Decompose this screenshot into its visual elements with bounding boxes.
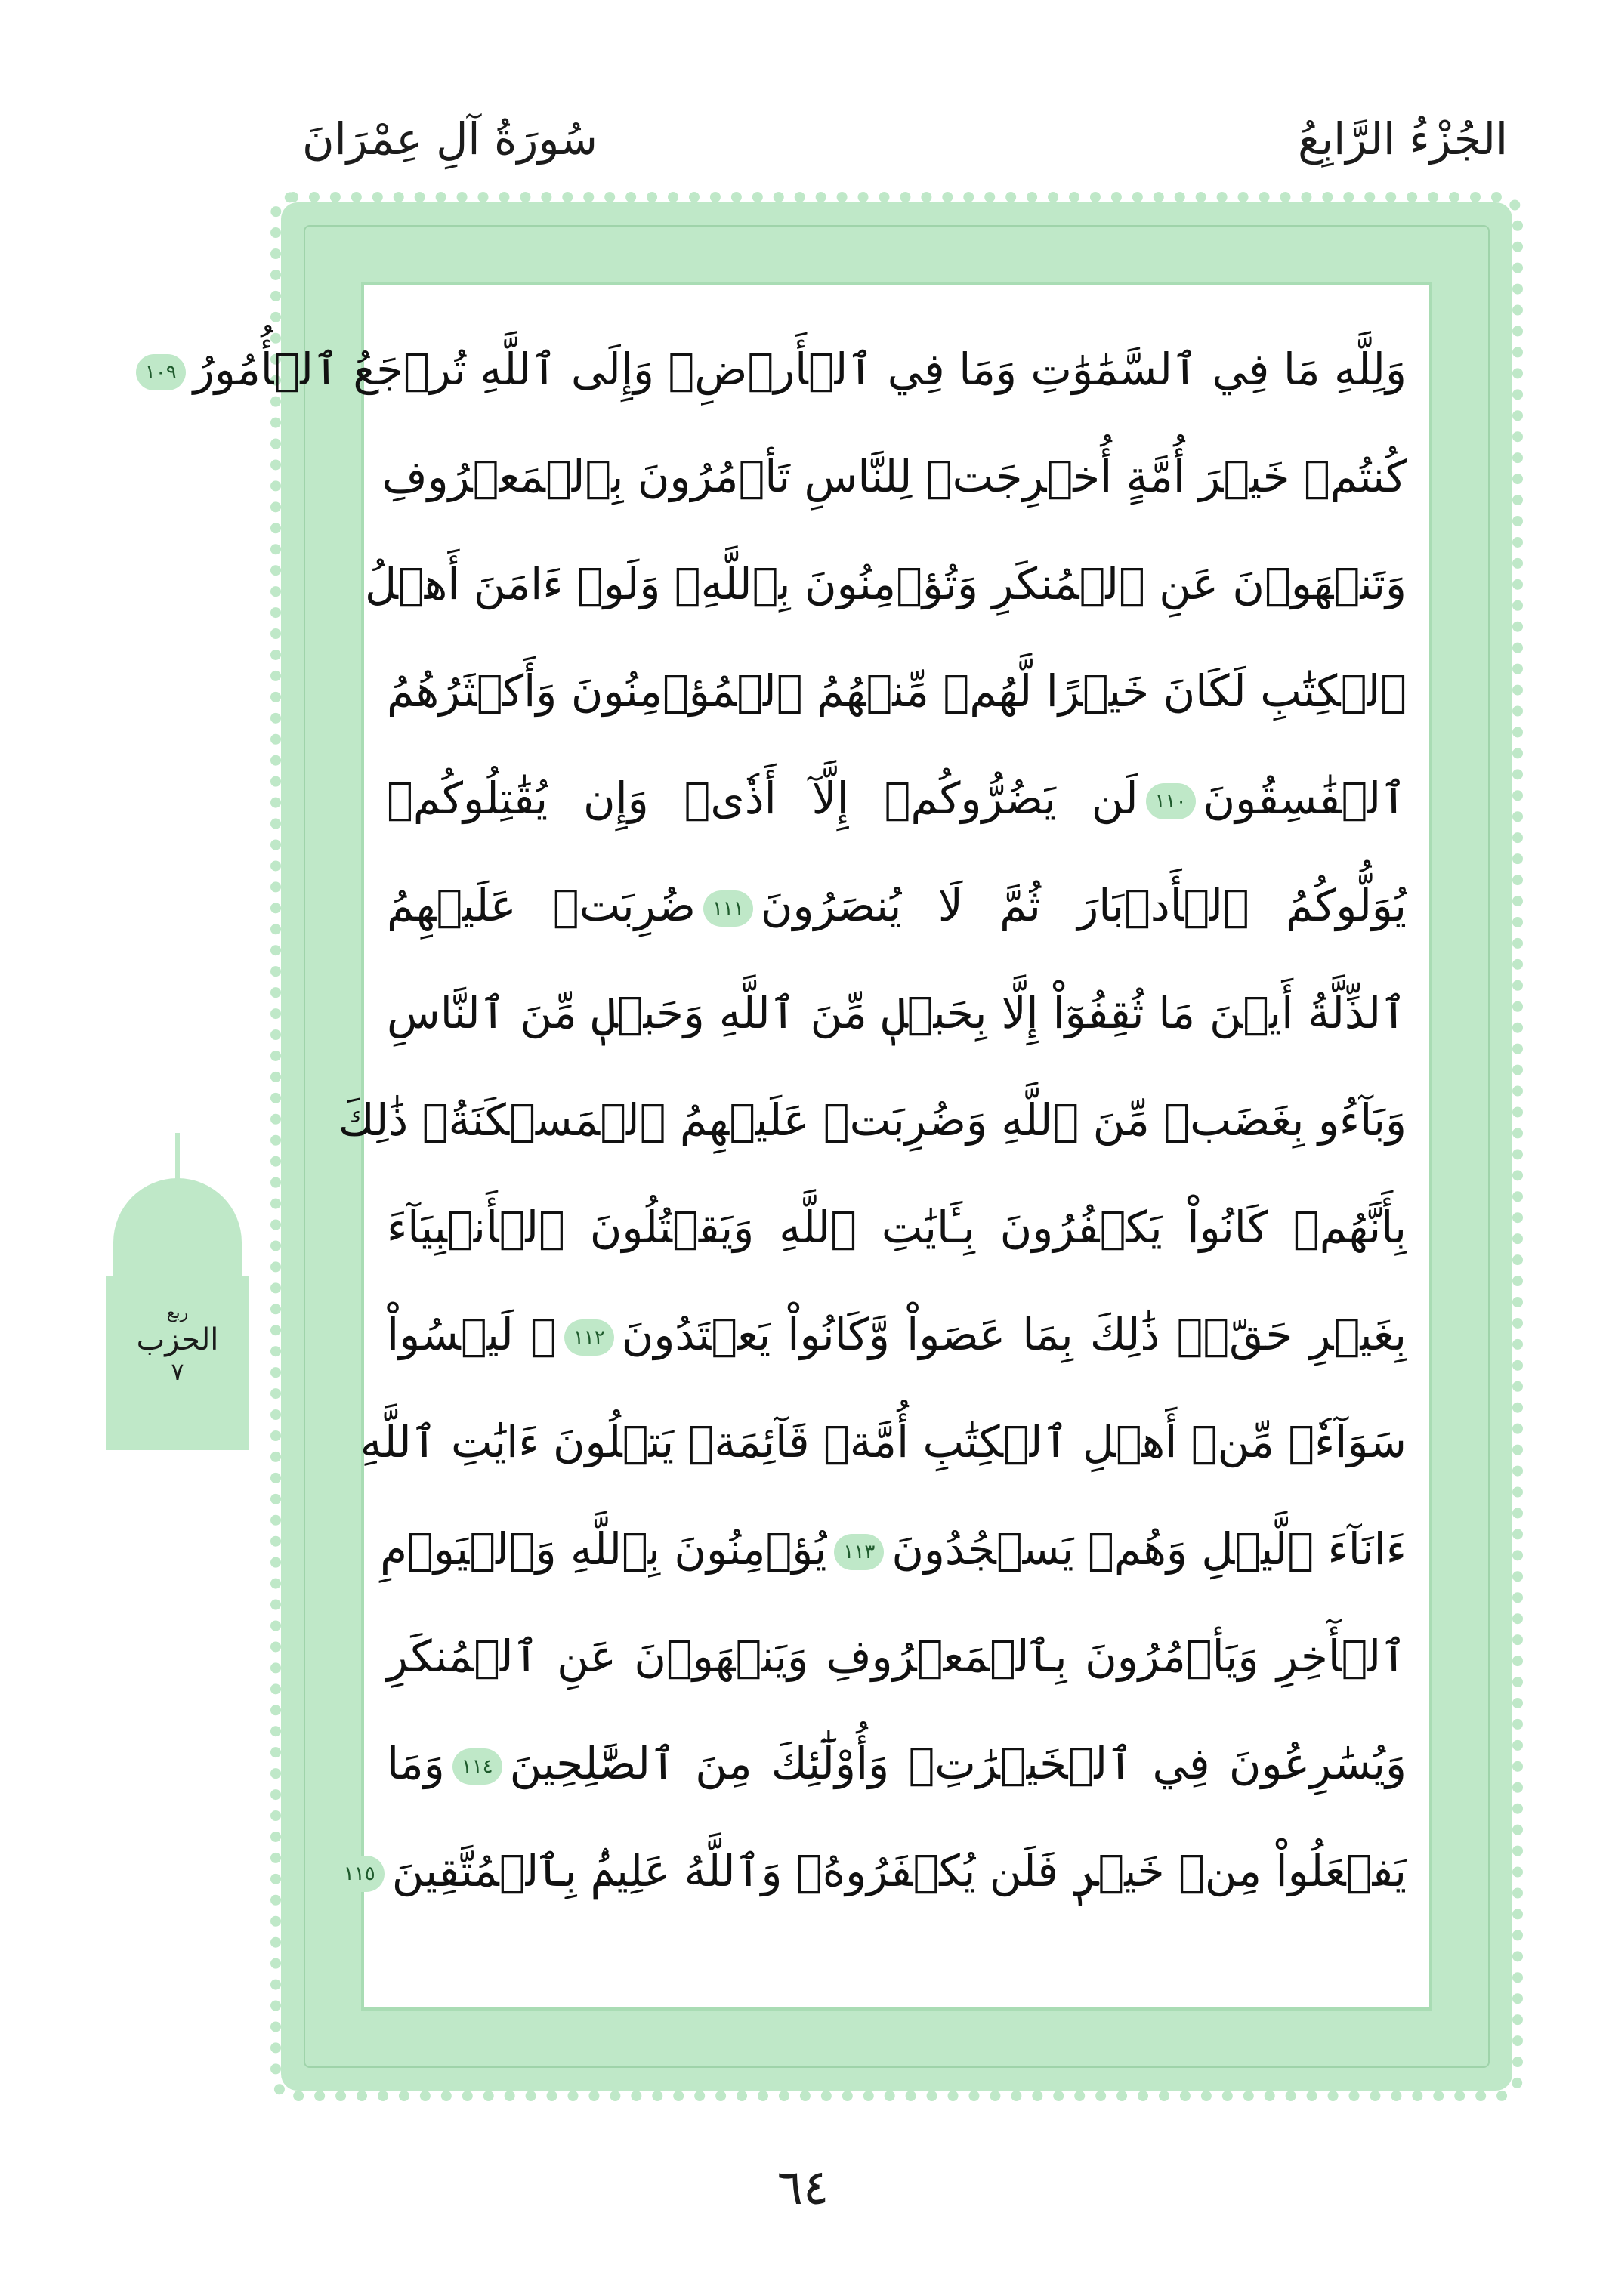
verse-line — [380, 1495, 1407, 1603]
verse-text: يُوَلُّوكُمُ ٱلۡأَدۡبَارَ ثُمَّ لَا يُنصَرُونَ — [760, 880, 1407, 931]
verse-text: وَلِلَّهِ مَا فِي ٱلسَّمَٰوَٰتِ وَمَا فِي ٱلۡأَرۡضِۚ وَإِلَى ٱللَّهِ تُرۡجَعُ ٱلۡأُمُورُ — [193, 344, 1407, 395]
verse-text: ٱلۡأٓخِرِ وَيَأۡمُرُونَ بِٱلۡمَعۡرُوفِ وَيَنۡهَوۡنَ عَنِ ٱلۡمُنكَرِ — [387, 1631, 1407, 1682]
verse-text: ءَانَآءَ ٱلَّيۡلِ وَهُمۡ يَسۡجُدُونَ — [891, 1523, 1407, 1575]
verse-line — [387, 959, 1407, 1066]
verse-line — [343, 1817, 1407, 1924]
verse-line — [387, 1710, 1407, 1817]
verse-text: ۞ لَيۡسُواْ — [387, 1309, 557, 1360]
ayah-number-marker: ١١٢ — [564, 1319, 614, 1356]
ayah-number-marker: ١٠٩ — [136, 354, 186, 390]
verse-text: ضُرِبَتۡ عَلَيۡهِمُ — [387, 880, 696, 931]
verse-text: وَتَنۡهَوۡنَ عَنِ ٱلۡمُنكَرِ وَتُؤۡمِنُونَ بِٱللَّهِۗ وَلَوۡ ءَامَنَ أَهۡلُ — [365, 558, 1407, 609]
verse-text: بِأَنَّهُمۡ كَانُواْ يَكۡفُرُونَ بِـَٔايَٰتِ ٱللَّهِ وَيَقۡتُلُونَ ٱلۡأَنۢبِيَآءَ — [387, 1202, 1407, 1253]
page-number: ٦٤ — [777, 2160, 829, 2216]
verse-line — [360, 1388, 1407, 1495]
ayah-number-marker: ١١٣ — [834, 1534, 884, 1570]
hizb-marker — [106, 1133, 249, 1450]
verse-text: وَيُسَٰرِعُونَ فِي ٱلۡخَيۡرَٰتِۖ وَأُوْلَٰٓئِكَ مِنَ ٱلصَّٰلِحِينَ — [509, 1738, 1407, 1789]
verse-line — [387, 745, 1407, 852]
verse-line — [387, 1281, 1407, 1388]
ayah-number-marker: ١١٤ — [452, 1748, 502, 1785]
verse-text: لَن يَضُرُّوكُمۡ إِلَّآ أَذٗىۖ وَإِن يُقَٰتِلُوكُمۡ — [387, 773, 1138, 824]
verse-text: بِغَيۡرِ حَقّٖۚ ذَٰلِكَ بِمَا عَصَواْ وَّكَانُواْ يَعۡتَدُونَ — [621, 1309, 1407, 1360]
verse-text: وَمَا — [387, 1738, 445, 1789]
verse-text: ٱلۡكِتَٰبِ لَكَانَ خَيۡرًا لَّهُمۚ مِّنۡهُمُ ٱلۡمُؤۡمِنُونَ وَأَكۡثَرُهُمُ — [387, 665, 1407, 717]
ayah-number-marker: ١١١ — [703, 890, 753, 927]
verse-line — [144, 316, 1407, 423]
hizb-label: الحزب — [136, 1322, 219, 1357]
verse-line — [387, 1174, 1407, 1281]
hizb-number: ٧ — [171, 1357, 184, 1386]
hizb-label-box — [106, 1276, 249, 1450]
surah-name: سُورَةُ آلِ عِمْرَانَ — [302, 113, 598, 165]
hizb-quarter: ربع — [166, 1304, 189, 1322]
ayah-number-marker: ١١٥ — [335, 1856, 385, 1892]
verse-line — [387, 1603, 1407, 1710]
verse-line — [365, 530, 1407, 637]
verse-line — [381, 423, 1407, 530]
verse-text: كُنتُمۡ خَيۡرَ أُمَّةٍ أُخۡرِجَتۡ لِلنَّاسِ تَأۡمُرُونَ بِٱلۡمَعۡرُوفِ — [381, 451, 1407, 502]
verse-text: سَوَآءٗۗ مِّنۡ أَهۡلِ ٱلۡكِتَٰبِ أُمَّةٞ قَآئِمَةٞ يَتۡلُونَ ءَايَٰتِ ٱللَّهِ — [360, 1416, 1407, 1467]
verse-text: يَفۡعَلُواْ مِنۡ خَيۡرٖ فَلَن يُكۡفَرُوهُۗ وَٱللَّهُ عَلِيمُۢ بِٱلۡمُتَّقِينَ — [391, 1845, 1407, 1896]
verse-line — [387, 637, 1407, 745]
verse-text: ٱلذِّلَّةُ أَيۡنَ مَا ثُقِفُوٓاْ إِلَّا بِحَبۡلٖ مِّنَ ٱللَّهِ وَحَبۡلٖ مِّنَ ٱلنَّاسِ — [387, 987, 1407, 1038]
verse-line — [387, 852, 1407, 959]
ayah-number-marker: ١١٠ — [1146, 783, 1196, 819]
verse-text: يُؤۡمِنُونَ بِٱللَّهِ وَٱلۡيَوۡمِ — [380, 1523, 827, 1575]
verse-text: ٱلۡفَٰسِقُونَ — [1203, 773, 1407, 824]
verse-line — [338, 1066, 1407, 1174]
verse-text: وَبَآءُو بِغَضَبٖ مِّنَ ٱللَّهِ وَضُرِبَتۡ عَلَيۡهِمُ ٱلۡمَسۡكَنَةُۚ ذَٰلِكَ — [338, 1094, 1407, 1146]
juz-name: الجُزْءُ الرَّابِعُ — [1298, 113, 1508, 165]
